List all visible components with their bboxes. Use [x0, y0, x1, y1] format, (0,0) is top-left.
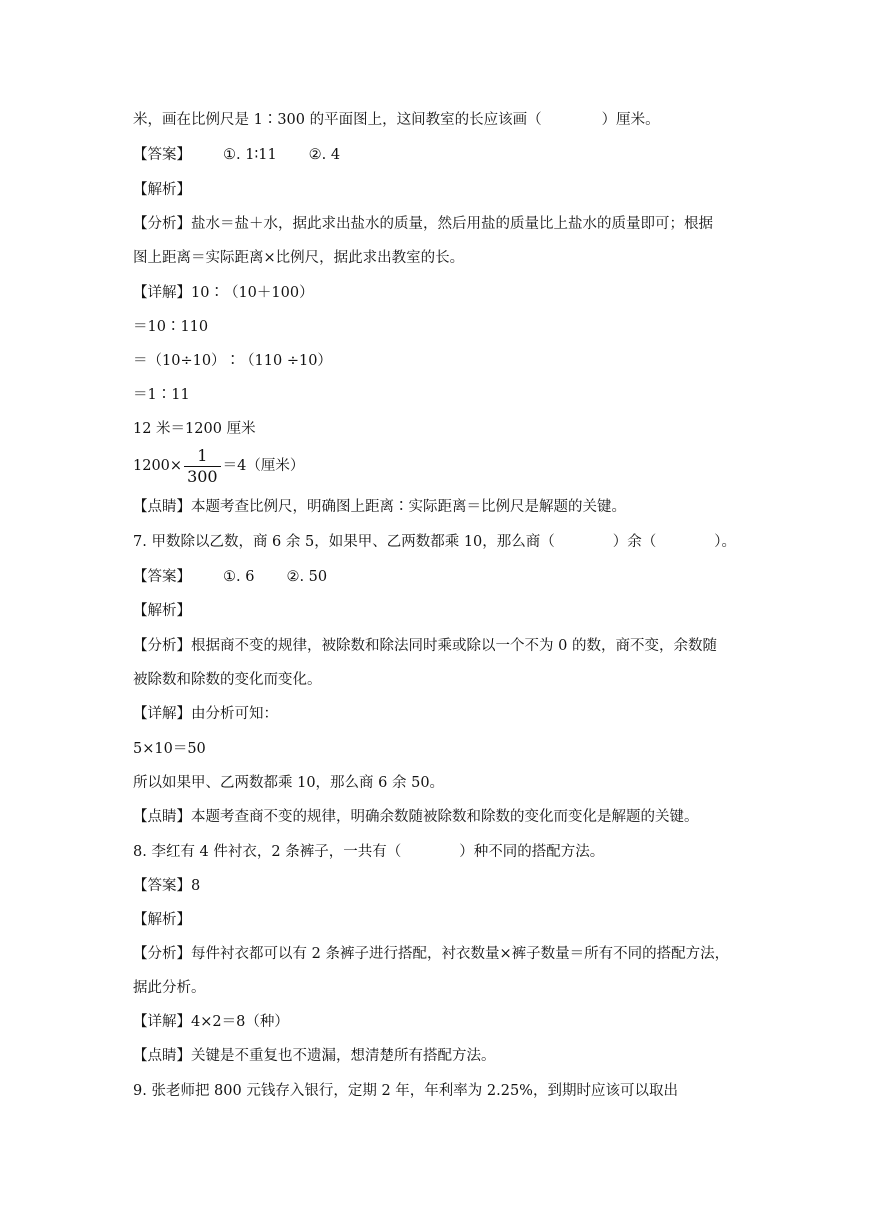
question-7: 7. 甲数除以乙数，商 6 余 5，如果甲、乙两数都乘 10，那么商（ ）余（ ）。 [133, 534, 737, 550]
analysis-7-line1: 【分析】根据商不变的规律，被除数和除法同时乘或除以一个不为 0 的数，商不变，余数随 [133, 638, 717, 654]
key-point-8: 【点睛】关键是不重复也不遗漏，想清楚所有搭配方法。 [133, 1048, 496, 1064]
answer-8: 【答案】8 [133, 878, 201, 894]
detail-6-line4: ＝1∶11 [133, 387, 190, 403]
question-9: 9. 张老师把 800 元钱存入银行，定期 2 年，年利率为 2.25%，到期时应该可以取出 [133, 1083, 678, 1099]
fraction: $\frac{1}{300}$ [184, 446, 221, 487]
detail-7-line3: 所以如果甲、乙两数都乘 10，那么商 6 余 50。 [133, 775, 445, 791]
question-6-tail: 米，画在比例尺是 1∶300 的平面图上，这间教室的长应该画（ ）厘米。 [133, 112, 660, 128]
detail-6-line3: ＝（10÷10）∶（110 ÷10） [133, 353, 332, 369]
detail-6-line5: 12 米＝1200 厘米 [133, 421, 256, 437]
answer-7: 【答案】 ①. 6 ②. 50 [133, 569, 328, 585]
analysis-label-8: 【解析】 [133, 912, 191, 928]
analysis-8-line2: 据此分析。 [133, 980, 206, 996]
key-point-6: 【点睛】本题考查比例尺，明确图上距离∶实际距离＝比例尺是解题的关键。 [133, 499, 626, 515]
analysis-label-6: 【解析】 [133, 182, 191, 198]
detail-8: 【详解】4×2＝8（种） [133, 1014, 289, 1030]
detail-7-line2: 5×10＝50 [133, 741, 206, 757]
analysis-6-line2: 图上距离＝实际距离×比例尺，据此求出教室的长。 [133, 250, 465, 266]
question-8: 8. 李红有 4 件衬衣，2 条裤子，一共有（ ）种不同的搭配方法。 [133, 844, 605, 860]
answer-6: 【答案】 ①. 1∶11 ②. 4 [133, 147, 341, 163]
analysis-7-line2: 被除数和除数的变化而变化。 [133, 672, 322, 688]
detail-7-line1: 【详解】由分析可知： [133, 706, 278, 722]
detail-6-line2: ＝10∶110 [133, 319, 209, 335]
key-point-7: 【点睛】本题考查商不变的规律，明确余数随被除数和除数的变化而变化是解题的关键。 [133, 809, 699, 825]
detail-6-line1: 【详解】10∶（10＋100） [133, 285, 314, 301]
analysis-6-line1: 【分析】盐水＝盐＋水，据此求出盐水的质量，然后用盐的质量比上盐水的质量即可；根据 [133, 216, 713, 232]
analysis-8-line1: 【分析】每件衬衣都可以有 2 条裤子进行搭配，衬衣数量×裤子数量＝所有不同的搭配方法， [133, 946, 730, 962]
detail-6-fraction-line: 1200× $\frac{1}{300}$ ＝4（厘米） [133, 445, 305, 486]
analysis-label-7: 【解析】 [133, 603, 191, 619]
